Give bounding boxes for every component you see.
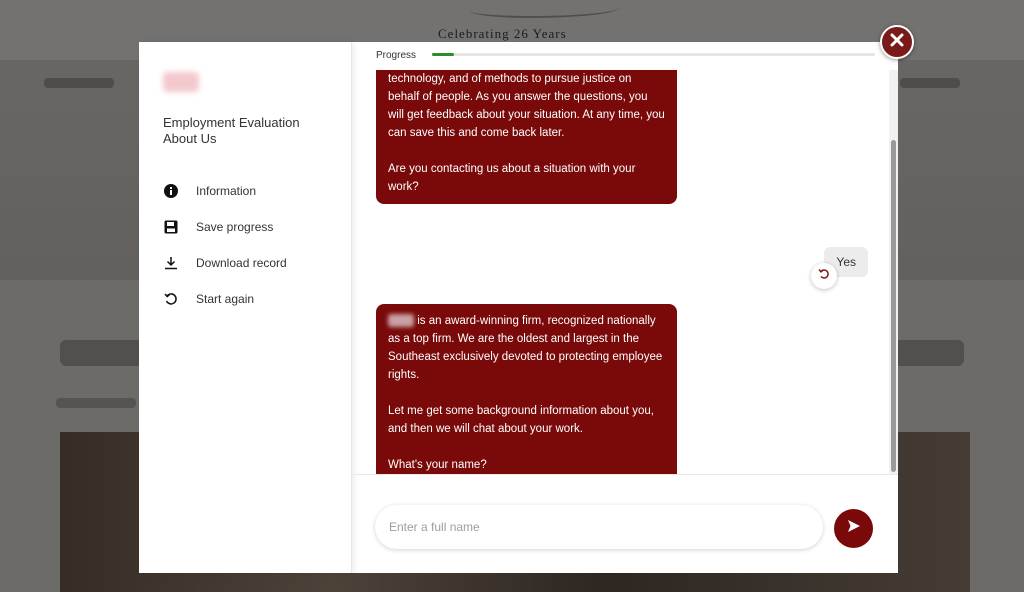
send-button[interactable]	[834, 509, 873, 548]
progress-label: Progress	[376, 50, 417, 61]
message-text: technology, and of methods to pursue justice on behalf of people. As you answer the questions, you will get feedback about your situation. At any time, you can save this and come back later.	[388, 73, 665, 139]
sidebar-title-line1: Employment Evaluation	[163, 115, 300, 130]
redacted-firm-name	[388, 314, 414, 327]
chat-scrollbar[interactable]	[889, 70, 898, 474]
chat-messages[interactable]	[353, 70, 898, 474]
sidebar-item-save-progress[interactable]	[163, 218, 287, 236]
send-icon	[847, 519, 861, 538]
info-icon	[163, 183, 179, 199]
message-text: Yes	[836, 255, 856, 269]
close-modal-button[interactable]	[880, 25, 914, 59]
scrollbar-thumb[interactable]	[891, 140, 896, 472]
message-text: What's your name?	[388, 459, 487, 471]
message-paragraph	[388, 312, 665, 384]
sidebar-item-download-record[interactable]	[163, 254, 287, 272]
chat-panel	[353, 42, 898, 573]
chat-modal	[139, 42, 898, 573]
sidebar-item-information[interactable]	[163, 182, 287, 200]
sidebar-item-label: Start again	[196, 292, 255, 306]
close-icon	[890, 33, 904, 52]
message-text: Let me get some background information about you, and then we will chat about your work.	[388, 405, 654, 435]
sidebar-item-start-again[interactable]	[163, 290, 287, 308]
message-text: Are you contacting us about a situation with your work?	[388, 163, 636, 193]
message-text: is an award-winning firm, recognized nationally as a top firm. We are the oldest and largest in the Southeast exclusively devoted to protecting employee rights.	[388, 315, 663, 381]
undo-answer-button[interactable]	[811, 263, 837, 289]
chat-divider	[353, 474, 898, 475]
bot-message	[376, 304, 677, 474]
sidebar-item-label: Information	[196, 184, 257, 198]
progress-fill	[432, 53, 454, 56]
sidebar-title	[163, 115, 333, 147]
sidebar-title-line2: About Us	[163, 131, 217, 146]
bot-message	[376, 70, 677, 204]
undo-icon	[818, 267, 830, 285]
sidebar-menu	[163, 182, 287, 326]
sidebar-item-label: Save progress	[196, 220, 274, 234]
progress-bar	[432, 53, 875, 56]
restart-icon	[163, 291, 179, 307]
download-icon	[163, 255, 179, 271]
sidebar-item-label: Download record	[196, 256, 287, 270]
firm-logo	[163, 72, 199, 92]
modal-sidebar	[139, 42, 352, 573]
name-input-container	[375, 505, 823, 549]
name-input[interactable]	[375, 505, 823, 549]
floppy-disk-icon	[163, 219, 179, 235]
